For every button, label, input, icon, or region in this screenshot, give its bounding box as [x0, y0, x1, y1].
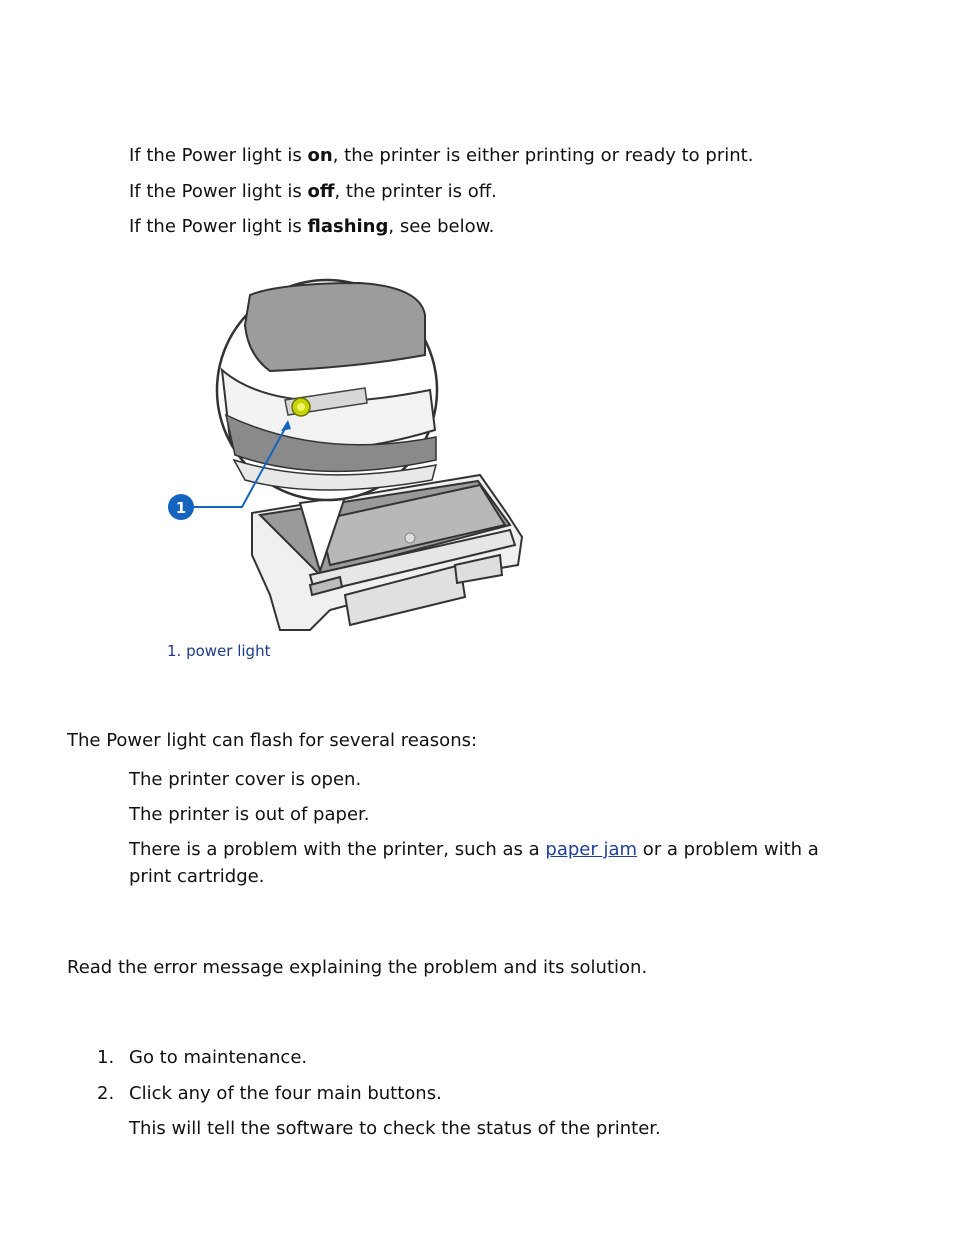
step-text: Go to maintenance.: [129, 1047, 308, 1068]
state-off: If the Power light is off, the printer is off.: [129, 181, 497, 202]
reason-item: The printer cover is open.: [129, 769, 362, 790]
callout-number: 1: [175, 499, 187, 517]
step-text: Click any of the four main buttons.: [129, 1083, 442, 1104]
paper-jam-link[interactable]: paper jam: [545, 839, 638, 860]
step-number: 1.: [97, 1047, 115, 1068]
reason-item: There is a problem with the printer, such as a paper jam or a problem with a: [129, 839, 819, 860]
step-note: This will tell the software to check the status of the printer.: [129, 1118, 661, 1139]
state-flashing: If the Power light is flashing, see below.: [129, 216, 495, 237]
error-message-text: Read the error message explaining the problem and its solution.: [67, 957, 648, 978]
reason-item: The printer is out of paper.: [129, 804, 370, 825]
printer-illustration: [160, 275, 530, 635]
reasons-intro: The Power light can flash for several reasons:: [67, 730, 478, 751]
reason-item-continued: print cartridge.: [129, 866, 265, 887]
state-on: If the Power light is on, the printer is either printing or ready to print.: [129, 145, 754, 166]
figure-caption: 1. power light: [167, 642, 271, 660]
printer-body: [252, 475, 522, 630]
step-number: 2.: [97, 1083, 115, 1104]
